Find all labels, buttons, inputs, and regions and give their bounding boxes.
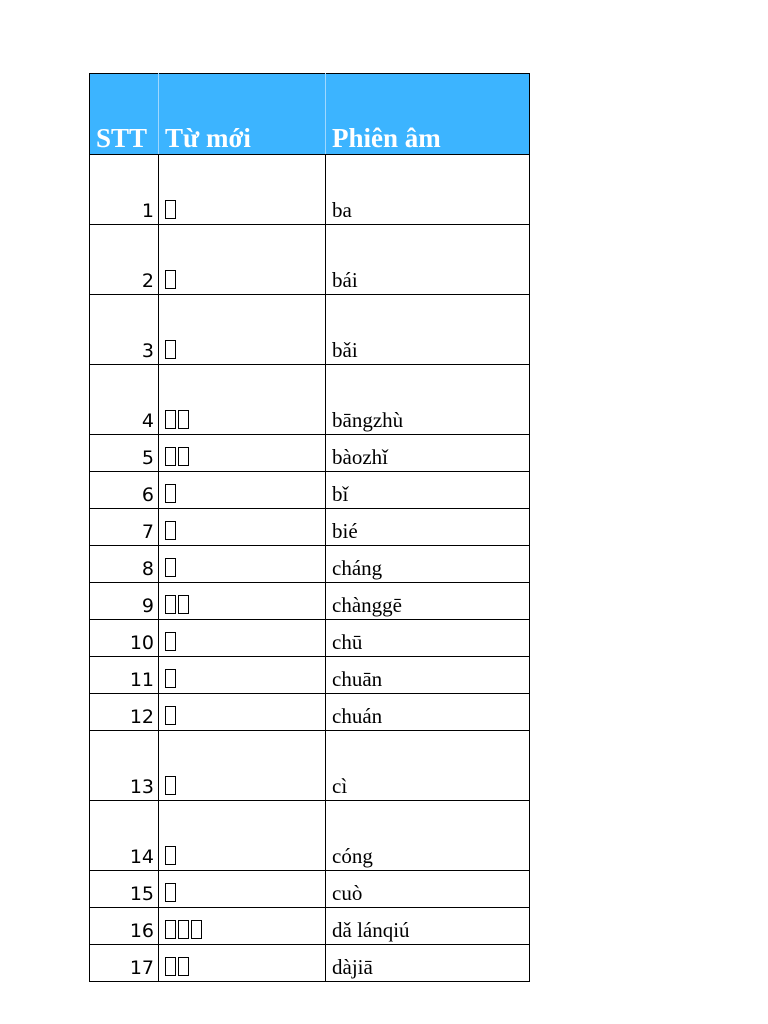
missing-glyph-icon bbox=[178, 595, 189, 614]
table-row bbox=[90, 871, 530, 908]
table-row bbox=[90, 694, 530, 731]
cell-stt[interactable]: 12 bbox=[90, 694, 159, 731]
table-row bbox=[90, 435, 530, 472]
cell-pinyin[interactable]: cuò bbox=[326, 871, 530, 908]
cell-stt[interactable]: 13 bbox=[90, 731, 159, 801]
header-word[interactable]: Từ mới bbox=[159, 74, 326, 155]
missing-glyph-icon bbox=[165, 669, 176, 688]
table-row bbox=[90, 908, 530, 945]
cell-word[interactable] bbox=[159, 694, 326, 731]
cell-stt[interactable]: 3 bbox=[90, 295, 159, 365]
table-row bbox=[90, 509, 530, 546]
cell-stt[interactable]: 5 bbox=[90, 435, 159, 472]
cell-word[interactable] bbox=[159, 908, 326, 945]
cell-stt[interactable]: 15 bbox=[90, 871, 159, 908]
missing-glyph-icon bbox=[165, 484, 176, 503]
cell-pinyin[interactable]: chànggē bbox=[326, 583, 530, 620]
cell-stt[interactable]: 6 bbox=[90, 472, 159, 509]
missing-glyph-icon bbox=[165, 706, 176, 725]
missing-glyph-icon bbox=[165, 632, 176, 651]
missing-glyph-icon bbox=[178, 447, 189, 466]
cell-stt[interactable]: 1 bbox=[90, 155, 159, 225]
cell-stt[interactable]: 14 bbox=[90, 801, 159, 871]
cell-word[interactable] bbox=[159, 871, 326, 908]
cell-word[interactable] bbox=[159, 472, 326, 509]
cell-word[interactable] bbox=[159, 509, 326, 546]
header-stt[interactable]: STT bbox=[90, 74, 159, 155]
missing-glyph-icon bbox=[165, 957, 176, 976]
table-row bbox=[90, 620, 530, 657]
table-row bbox=[90, 472, 530, 509]
cell-stt[interactable]: 4 bbox=[90, 365, 159, 435]
cell-stt[interactable]: 10 bbox=[90, 620, 159, 657]
missing-glyph-icon bbox=[165, 883, 176, 902]
cell-word[interactable] bbox=[159, 801, 326, 871]
cell-word[interactable] bbox=[159, 620, 326, 657]
missing-glyph-icon bbox=[165, 340, 176, 359]
missing-glyph-icon bbox=[165, 200, 176, 219]
missing-glyph-icon bbox=[165, 270, 176, 289]
missing-glyph-icon bbox=[165, 846, 176, 865]
cell-word[interactable] bbox=[159, 945, 326, 982]
table-row bbox=[90, 731, 530, 801]
missing-glyph-icon bbox=[165, 558, 176, 577]
cell-stt[interactable]: 11 bbox=[90, 657, 159, 694]
cell-word[interactable] bbox=[159, 546, 326, 583]
cell-pinyin[interactable]: cì bbox=[326, 731, 530, 801]
cell-pinyin[interactable]: bái bbox=[326, 225, 530, 295]
cell-word[interactable] bbox=[159, 435, 326, 472]
table-row bbox=[90, 225, 530, 295]
missing-glyph-icon bbox=[178, 410, 189, 429]
missing-glyph-icon bbox=[165, 447, 176, 466]
table-row bbox=[90, 546, 530, 583]
missing-glyph-icon bbox=[165, 521, 176, 540]
cell-word[interactable] bbox=[159, 295, 326, 365]
header-pinyin[interactable]: Phiên âm bbox=[326, 74, 530, 155]
cell-pinyin[interactable]: bǐ bbox=[326, 472, 530, 509]
cell-pinyin[interactable]: dǎ lánqiú bbox=[326, 908, 530, 945]
cell-word[interactable] bbox=[159, 657, 326, 694]
missing-glyph-icon bbox=[165, 595, 176, 614]
vocabulary-table bbox=[89, 73, 530, 982]
table-row bbox=[90, 657, 530, 694]
cell-pinyin[interactable]: chuān bbox=[326, 657, 530, 694]
missing-glyph-icon bbox=[178, 957, 189, 976]
cell-stt[interactable]: 17 bbox=[90, 945, 159, 982]
cell-stt[interactable]: 8 bbox=[90, 546, 159, 583]
cell-stt[interactable]: 2 bbox=[90, 225, 159, 295]
table-row bbox=[90, 801, 530, 871]
cell-pinyin[interactable]: chuán bbox=[326, 694, 530, 731]
header-row bbox=[90, 74, 530, 155]
cell-pinyin[interactable]: cóng bbox=[326, 801, 530, 871]
cell-word[interactable] bbox=[159, 731, 326, 801]
cell-word[interactable] bbox=[159, 155, 326, 225]
cell-pinyin[interactable]: cháng bbox=[326, 546, 530, 583]
cell-pinyin[interactable]: ba bbox=[326, 155, 530, 225]
missing-glyph-icon bbox=[165, 776, 176, 795]
cell-word[interactable] bbox=[159, 225, 326, 295]
cell-stt[interactable]: 9 bbox=[90, 583, 159, 620]
table-row bbox=[90, 295, 530, 365]
cell-pinyin[interactable]: chū bbox=[326, 620, 530, 657]
table-body bbox=[90, 155, 530, 982]
cell-word[interactable] bbox=[159, 583, 326, 620]
cell-pinyin[interactable]: bàozhǐ bbox=[326, 435, 530, 472]
cell-pinyin[interactable]: bāngzhù bbox=[326, 365, 530, 435]
cell-pinyin[interactable]: dàjiā bbox=[326, 945, 530, 982]
missing-glyph-icon bbox=[165, 920, 176, 939]
missing-glyph-icon bbox=[165, 410, 176, 429]
missing-glyph-icon bbox=[191, 920, 202, 939]
table-row bbox=[90, 583, 530, 620]
table-row bbox=[90, 155, 530, 225]
table-row bbox=[90, 365, 530, 435]
cell-stt[interactable]: 16 bbox=[90, 908, 159, 945]
cell-stt[interactable]: 7 bbox=[90, 509, 159, 546]
cell-pinyin[interactable]: bié bbox=[326, 509, 530, 546]
table-row bbox=[90, 945, 530, 982]
cell-word[interactable] bbox=[159, 365, 326, 435]
missing-glyph-icon bbox=[178, 920, 189, 939]
cell-pinyin[interactable]: bǎi bbox=[326, 295, 530, 365]
